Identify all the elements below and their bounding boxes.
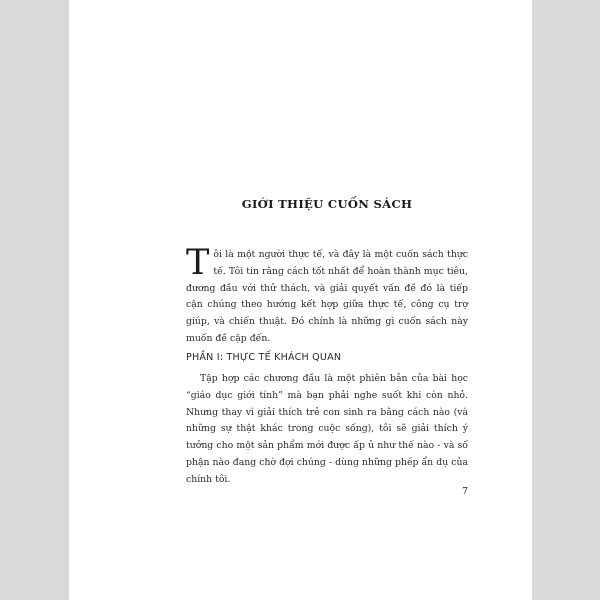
section-heading: PHẦN I: THỰC TẾ KHÁCH QUAN bbox=[186, 352, 342, 363]
chapter-title: GIỚI THIỆU CUỐN SÁCH bbox=[241, 197, 413, 211]
intro-text: ôi là một người thực tế, và đây là một cuốn sách thực tế. Tôi tin rằng cách tốt nhất để hoàn thành mục tiêu, đương đầu với thử thách, và giải quyết vấn đề đó là tiếp cận chúng theo hướng kết hợp giữa thực tế, công cụ trợ giúp, và chiến thuật. Đó chính là những gì cuốn sách này muốn đề cập đến. bbox=[186, 249, 468, 344]
intro-paragraph bbox=[186, 243, 468, 348]
drop-cap: T bbox=[186, 243, 210, 283]
page-number: 7 bbox=[462, 486, 468, 497]
book-page bbox=[69, 0, 532, 600]
body-paragraph: Tập hợp các chương đầu là một phiên bản của bài học “giáo dục giới tính” mà bạn phải nghe suốt khi còn nhỏ. Nhưng thay vì giải thích trẻ con sinh ra bằng cách nào (và những sự thật khác trong cuộc sống), tôi sẽ giải thích ý tưởng cho một sản phẩm mới được ấp ủ như thế nào - và số phận nào đang chờ đợi chúng - dùng những phép ẩn dụ của chính tôi. bbox=[186, 373, 468, 485]
